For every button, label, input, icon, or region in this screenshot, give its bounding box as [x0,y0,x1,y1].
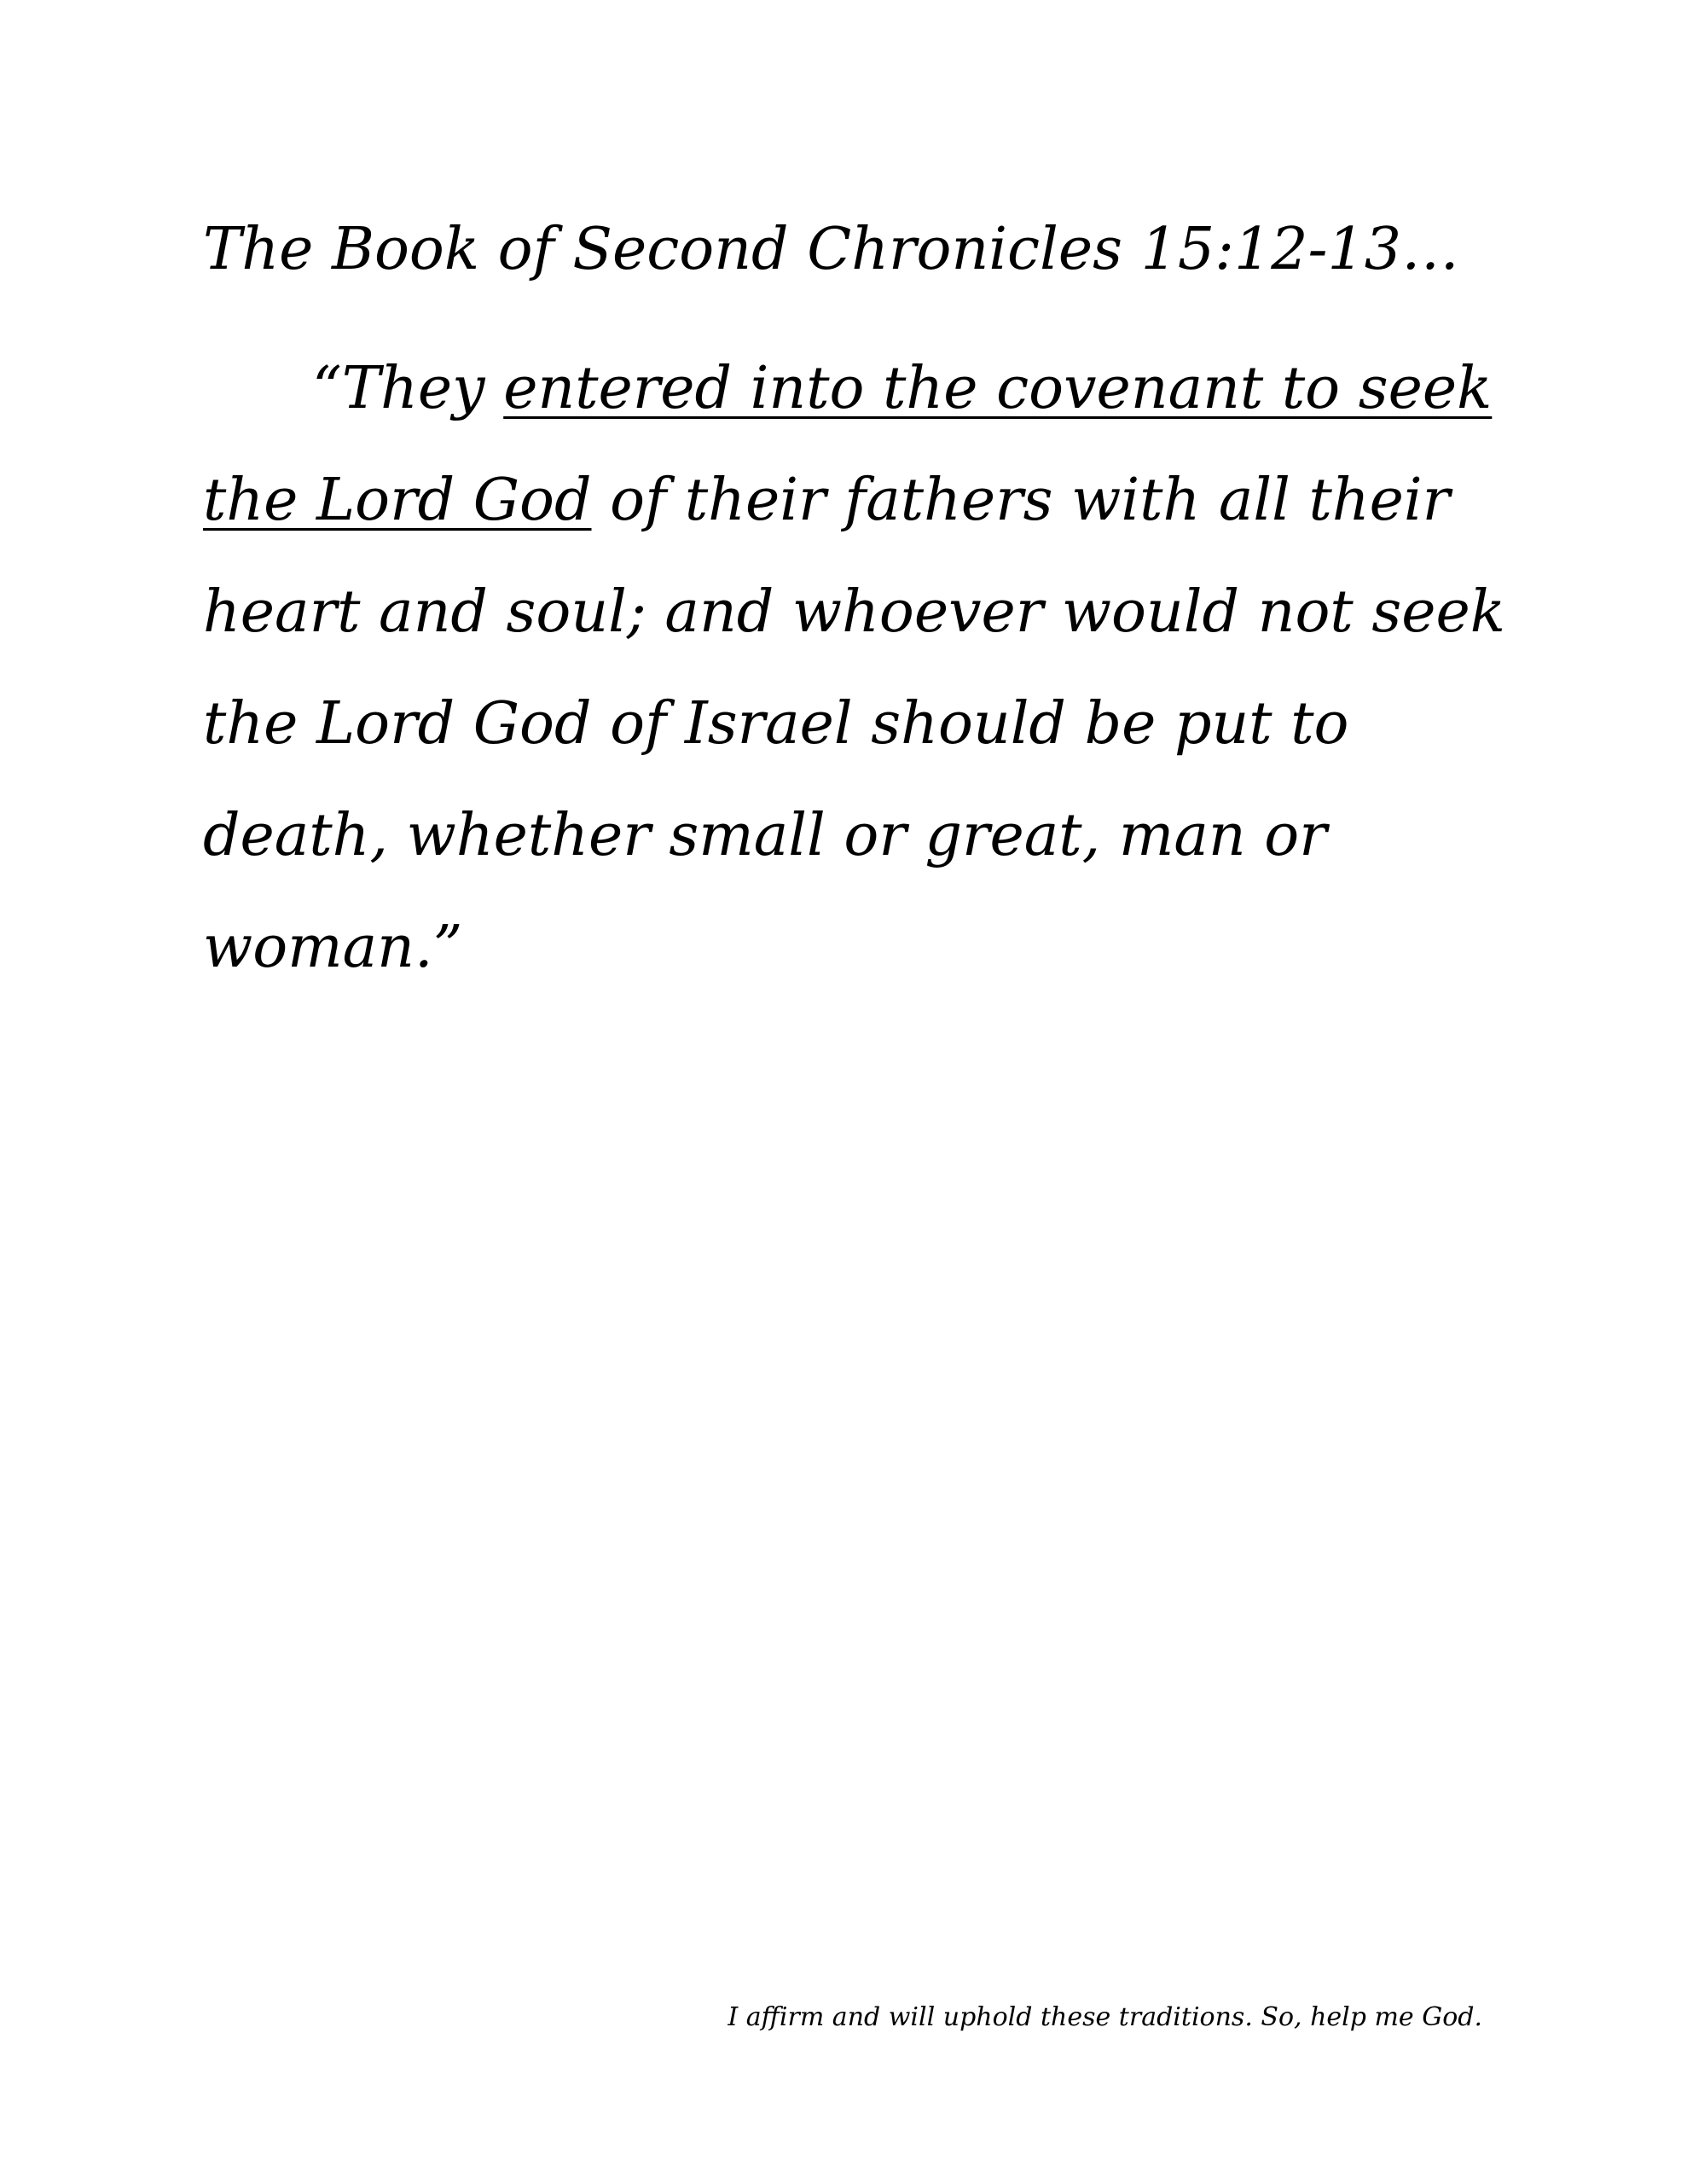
affirmation-statement: I affirm and will uphold these traditions. So, help me God. [728,2002,1482,2032]
quote-underlined-phrase-part-1: entered into the covenant to seek [503,355,1493,422]
quote-line-2-rest: of their fathers with all their [591,467,1451,534]
quote-underlined-phrase-part-2: the Lord God [203,467,592,534]
quote-line-3: heart and soul; and whoever would not seek [203,578,1505,646]
quote-line-6: woman.” [203,914,463,981]
quote-line-2 [203,444,1508,556]
quote-line-1 [203,333,1508,444]
scripture-reference-heading: The Book of Second Chronicles 15:12-13… [203,216,1460,283]
quote-line-5: death, whether small or great, man or [203,802,1327,869]
scripture-quote [203,333,1508,1003]
quote-line-4: the Lord God of Israel should be put to [203,690,1349,758]
quote-opening: “They [312,355,504,422]
